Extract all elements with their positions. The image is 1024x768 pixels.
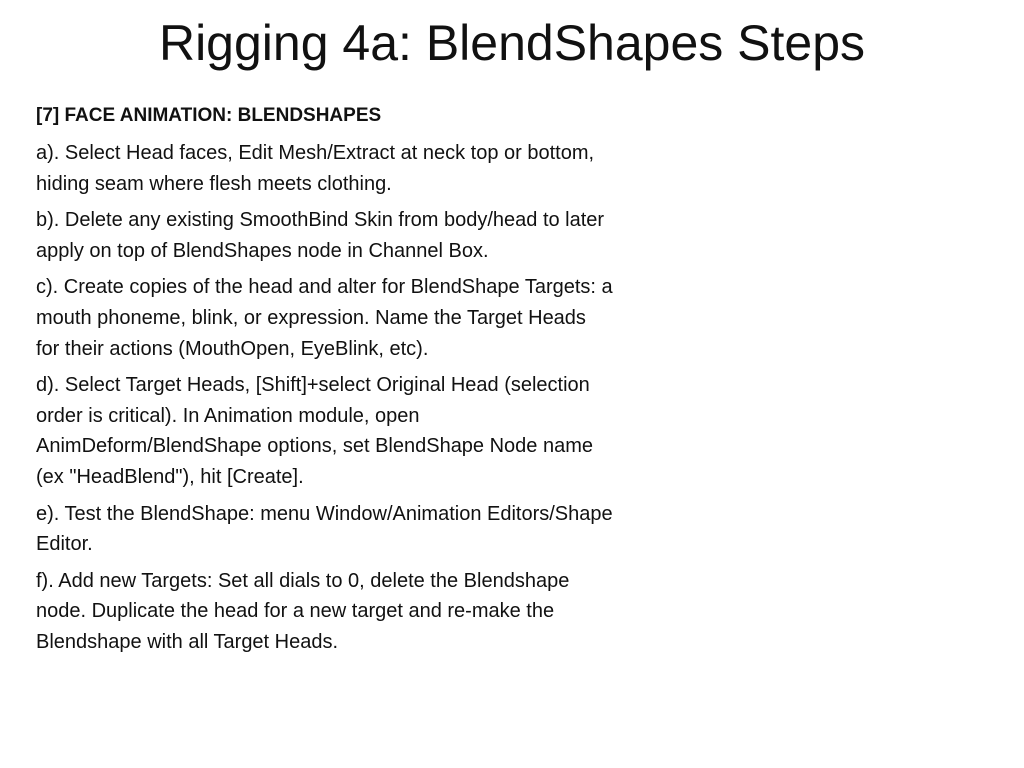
- step-d: d). Select Target Heads, [Shift]+select Original Head (selection order is critical). In Animation module, open AnimDeform/BlendShape options, set BlendShape Node name (ex "HeadBlend"), hit [Create].: [36, 374, 594, 488]
- step-b: b). Delete any existing SmoothBind Skin from body/head to later apply on top of BlendShapes node in Channel Box.: [36, 209, 605, 262]
- section-heading: [7] FACE ANIMATION: BLENDSHAPES: [36, 105, 382, 126]
- slide-body: [36, 102, 614, 664]
- step-a: a). Select Head faces, Edit Mesh/Extract at neck top or bottom, hiding seam where flesh meets clothing.: [36, 142, 595, 195]
- slide-title: Rigging 4a: BlendShapes Steps: [158, 15, 866, 71]
- step-e: e). Test the BlendShape: menu Window/Animation Editors/Shape Editor.: [36, 502, 613, 556]
- step-f: f). Add new Targets: Set all dials to 0, delete the Blendshape node. Duplicate the head for a new target and re-make the Blendshape with all Target Heads.: [36, 569, 570, 653]
- step-c: c). Create copies of the head and alter for BlendShape Targets: a mouth phoneme, blink, or expression. Name the Target Heads for their actions (MouthOpen, EyeBlink, etc).: [36, 276, 613, 360]
